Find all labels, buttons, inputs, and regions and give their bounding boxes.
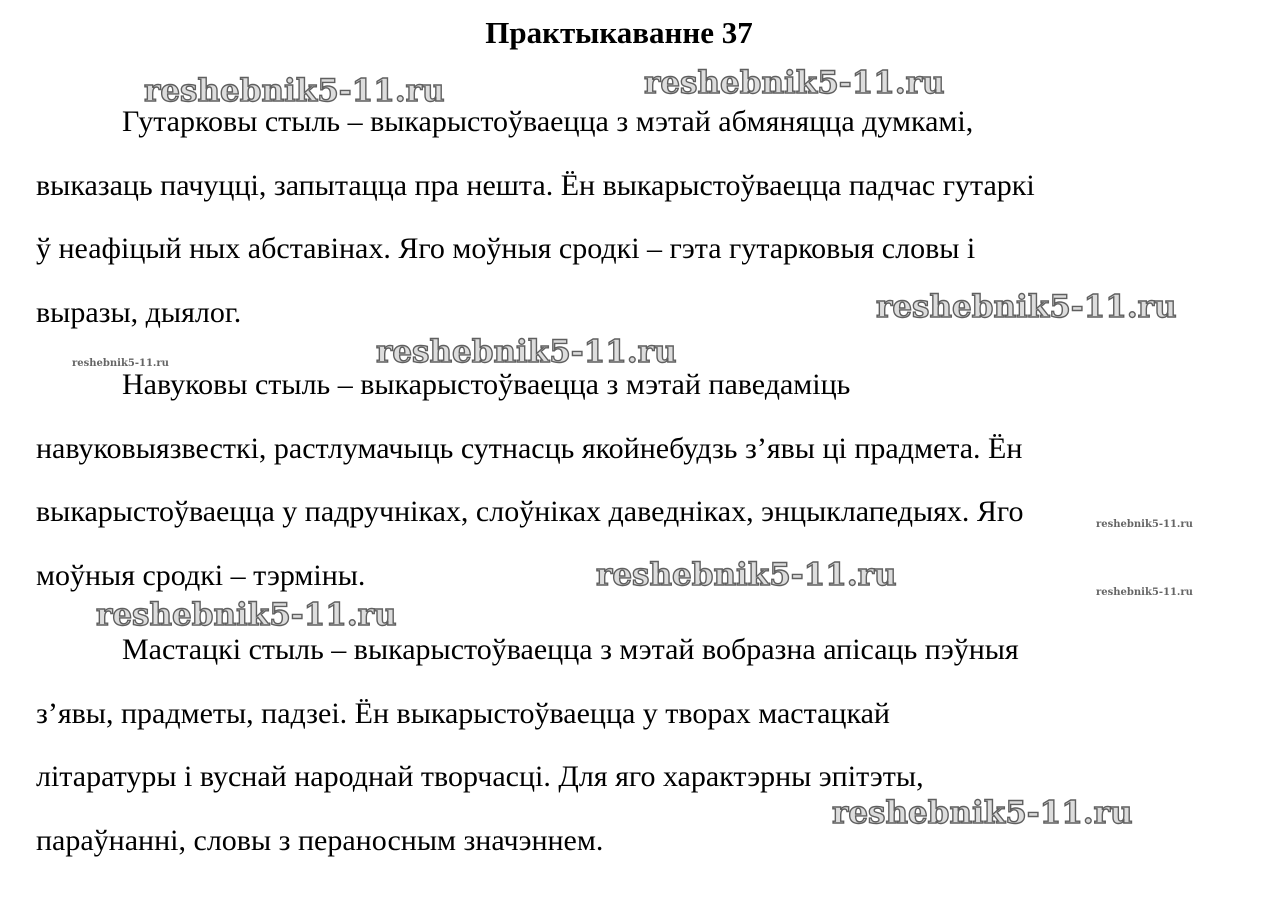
watermark: reshebnik5-11.ru [832, 795, 1133, 831]
watermark-small: reshebnik5-11.ru [1096, 587, 1193, 598]
paragraph-artistic-style [36, 618, 1236, 872]
watermark: reshebnik5-11.ru [376, 334, 677, 370]
paragraph-line: літаратуры і вуснай народнай творчасці. Для яго характэрны эпітэты, [36, 760, 924, 793]
watermark: reshebnik5-11.ru [596, 557, 897, 593]
paragraph-line: выкарыстоўваецца у падручніках, слоўніках даведніках, энцыклапедыях. Яго [36, 495, 1024, 528]
watermark: reshebnik5-11.ru [96, 597, 397, 633]
watermark: reshebnik5-11.ru [644, 65, 945, 101]
watermark: reshebnik5-11.ru [144, 73, 445, 109]
paragraph-line: навуковыязвесткі, растлумачыць сутнасць якойнебудзь з’явы ці прадмета. Ён [36, 431, 1023, 465]
watermark-small: reshebnik5-11.ru [72, 358, 169, 369]
paragraph-line: моўныя сродкі – тэрміны. [36, 558, 366, 592]
paragraph-line: Гутарковы стыль – выкарыстоўваецца з мэтай абмяняцца думкамі, [122, 105, 974, 138]
paragraph-line: выразы, дыялог. [36, 295, 242, 329]
paragraph-line: Мастацкі стыль – выкарыстоўваецца з мэтай вобразна апісаць пэўныя [122, 633, 1019, 666]
paragraph-line: Навуковы стыль – выкарыстоўваецца з мэтай паведаміць [122, 368, 851, 401]
watermark: reshebnik5-11.ru [876, 289, 1177, 325]
paragraph-line: з’явы, прадметы, падзеі. Ён выкарыстоўваецца у творах мастацкай [36, 696, 890, 730]
watermark-small: reshebnik5-11.ru [1096, 519, 1193, 530]
paragraph-line: параўнанні, словы з пераносным значэннем. [36, 823, 604, 857]
paragraph-line: ў неафіцый ных абставінах. Яго моўныя сродкі – гэта гутарковыя словы і [36, 232, 976, 265]
page-title: Практыкаванне 37 [485, 15, 753, 50]
paragraph-line: выказаць пачуцці, запытацца пра нешта. Ён выкарыстоўваецца падчас гутаркі [36, 168, 1035, 202]
